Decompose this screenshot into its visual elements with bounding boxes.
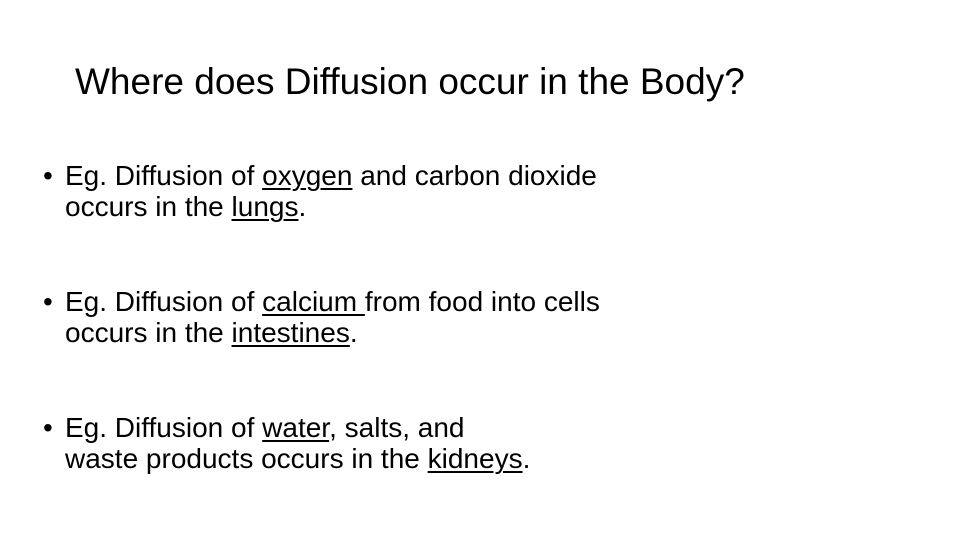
underlined-term: calcium [262, 286, 365, 317]
bullet-line [65, 317, 923, 348]
bullet-text: and carbon dioxide [352, 160, 597, 191]
bullet-line [65, 160, 923, 191]
slide-title: Where does Diffusion occur in the Body? [75, 61, 745, 102]
bullet-text: . [349, 317, 358, 348]
bullet-text: Eg. Diffusion of [65, 286, 263, 317]
bullet-text: from food into cells [364, 286, 600, 317]
bullet-dot-icon: • [43, 412, 53, 443]
underlined-term: lungs [231, 191, 299, 222]
underlined-term: water [262, 412, 330, 443]
bullet-line [65, 412, 923, 443]
bullet-list [43, 160, 923, 474]
bullet-text: waste products occurs in the [65, 443, 428, 474]
underlined-term: oxygen [262, 160, 353, 191]
bullet-text: occurs in the [65, 191, 232, 222]
bullet-text: . [522, 443, 531, 474]
underlined-term: kidneys [427, 443, 523, 474]
bullet-oxygen-lungs [43, 160, 923, 222]
underlined-term: intestines [231, 317, 350, 348]
bullet-line [65, 443, 923, 474]
bullet-calcium-intestines [43, 286, 923, 348]
bullet-dot-icon: • [43, 160, 53, 191]
bullet-text: . [298, 191, 307, 222]
bullet-text: Eg. Diffusion of [65, 412, 263, 443]
bullet-line [65, 191, 923, 222]
bullet-water-kidneys [43, 412, 923, 474]
bullet-text: occurs in the [65, 317, 232, 348]
bullet-text: Eg. Diffusion of [65, 160, 263, 191]
bullet-dot-icon: • [43, 286, 53, 317]
bullet-text: , salts, and [329, 412, 465, 443]
bullet-line [65, 286, 923, 317]
